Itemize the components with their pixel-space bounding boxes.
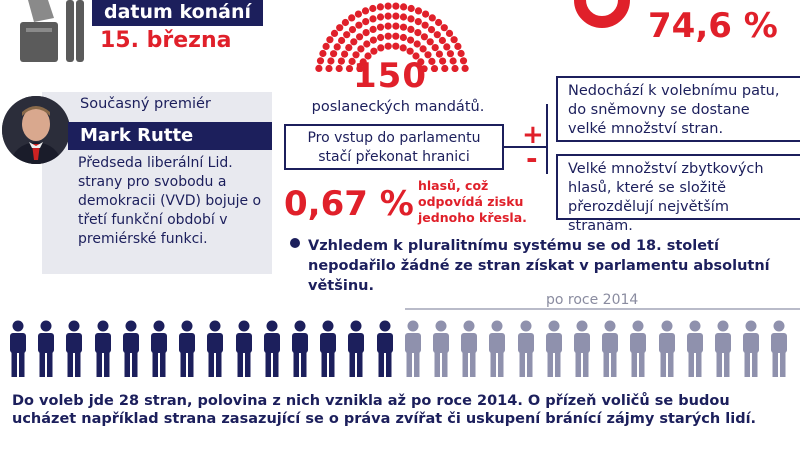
minus-sign: - (526, 142, 538, 175)
seat-dot (451, 36, 458, 43)
party-icon-after-2014 (741, 320, 761, 378)
seat-dot (323, 43, 330, 50)
party-icon-after-2014 (487, 320, 507, 378)
seat-dot (428, 26, 435, 33)
seat-dot (377, 24, 384, 31)
note-bullet (290, 238, 300, 248)
seat-dot (415, 7, 422, 14)
seat-dot (407, 26, 414, 33)
seat-dot (429, 14, 436, 21)
seat-dot (408, 5, 415, 12)
seat-dot (355, 22, 362, 29)
seat-dot (326, 36, 333, 43)
seat-dot (392, 33, 399, 40)
seat-dot (441, 24, 448, 31)
party-icon (177, 320, 197, 378)
ballot-icon (18, 0, 88, 66)
election-date-label: datum konání (92, 0, 263, 26)
seat-dot (407, 48, 414, 55)
seat-dot (342, 19, 349, 26)
seat-dot (392, 3, 399, 10)
seat-dot (356, 33, 363, 40)
seat-dot (414, 29, 421, 36)
seat-dot (319, 50, 326, 57)
party-icon-after-2014 (713, 320, 733, 378)
seat-dot (377, 13, 384, 20)
threshold-box: Pro vstup do parlamentu stačí překonat hranici (284, 124, 504, 170)
premier-name: Mark Rutte (68, 122, 272, 150)
seat-dot (414, 40, 421, 47)
seat-dot (422, 11, 429, 18)
seat-dot (355, 11, 362, 18)
seat-dot (336, 24, 343, 31)
premier-photo (2, 96, 70, 164)
turnout-donut (572, 0, 632, 30)
party-icon-after-2014 (572, 320, 592, 378)
seat-dot (377, 44, 384, 51)
party-icon-after-2014 (403, 320, 423, 378)
seat-dot (385, 3, 392, 10)
seat-dot (392, 43, 399, 50)
seat-dot (435, 19, 442, 26)
party-icon (8, 320, 28, 378)
plus-sign: + (522, 120, 544, 150)
seat-dot (446, 30, 453, 37)
seat-dot (407, 37, 414, 44)
seats-count: 150 (353, 56, 427, 96)
turnout-value: 74,6 % (648, 6, 778, 46)
premier-bio: Předseda liberální Lid. strany pro svobodu a demokracii (VVD) bojuje o třetí funkční období v premiérské funkci. (78, 155, 262, 247)
after-2014-label: po roce 2014 (540, 292, 644, 308)
threshold-value: 0,67 % (284, 184, 414, 224)
note-text: Vzhledem k pluralitnímu systému se od 18. století nepodařilo žádné ze stran získat v parlamentu absolutní většinu. (308, 238, 770, 294)
seat-dot (315, 65, 322, 72)
seat-dot (385, 23, 392, 30)
party-icon (36, 320, 56, 378)
seat-dot (363, 40, 370, 47)
seat-dot (370, 37, 377, 44)
seat-dot (458, 50, 465, 57)
party-icon (262, 320, 282, 378)
seat-dot (420, 45, 427, 52)
party-icon-after-2014 (459, 320, 479, 378)
seat-dot (369, 15, 376, 22)
party-icon (64, 320, 84, 378)
seat-dot (385, 43, 392, 50)
party-icon-after-2014 (516, 320, 536, 378)
seat-dot (369, 5, 376, 12)
seat-dot (427, 38, 434, 45)
party-icon (290, 320, 310, 378)
seat-dot (363, 29, 370, 36)
plus-box: Nedochází k volebnímu patu, do sněmovny se dostane velké množství stran. (556, 76, 800, 142)
connector-vertical (546, 104, 548, 174)
seat-dot (462, 65, 469, 72)
seat-dot (370, 48, 377, 55)
seat-dot (421, 33, 428, 40)
seat-dot (331, 30, 338, 37)
seats-label: poslaneckých mandátů. (311, 99, 485, 115)
seat-dot (432, 44, 439, 51)
seat-dot (343, 31, 350, 38)
party-icon (346, 320, 366, 378)
party-icon-after-2014 (628, 320, 648, 378)
party-icon (375, 320, 395, 378)
seat-dot (392, 13, 399, 20)
seat-dot (334, 43, 341, 50)
seat-dot (434, 31, 441, 38)
seat-dot (370, 26, 377, 33)
seat-dot (415, 18, 422, 25)
party-icon (121, 320, 141, 378)
minus-box: Velké množství zbytkových hlasů, které se složitě přerozdělují největším stranám. (556, 154, 800, 220)
after-2014-bracket (405, 308, 800, 310)
party-icon (318, 320, 338, 378)
threshold-note: hlasů, což odpovídá zisku jednoho křesla. (418, 178, 527, 225)
party-icon-after-2014 (657, 320, 677, 378)
seat-dot (443, 43, 450, 50)
seat-dot (350, 38, 357, 45)
premier-heading: Současný premiér (80, 96, 211, 112)
seat-dot (362, 7, 369, 14)
party-icon-after-2014 (685, 320, 705, 378)
seat-dot (385, 33, 392, 40)
seat-dot (377, 3, 384, 10)
party-icon-after-2014 (431, 320, 451, 378)
seat-dot (439, 37, 446, 44)
seat-dot (377, 34, 384, 41)
seat-dot (407, 15, 414, 22)
seat-dot (450, 57, 457, 64)
seat-dot (392, 23, 399, 30)
seat-dot (400, 24, 407, 31)
seat-dot (349, 26, 356, 33)
seat-dot (400, 3, 407, 10)
seat-dot (400, 44, 407, 51)
election-date: 15. března (100, 28, 232, 53)
party-icon (93, 320, 113, 378)
party-icon-after-2014 (600, 320, 620, 378)
seat-dot (385, 13, 392, 20)
party-icon-after-2014 (769, 320, 789, 378)
seat-dot (460, 57, 467, 64)
parties-caption: Do voleb jde 28 stran, polovina z nich vznikla až po roce 2014. O přízeň voličů se budou ucházet například strana zasazující se o práva zvířat či uskupení bránící zájmy starých lidí. (12, 393, 757, 427)
seat-dot (454, 43, 461, 50)
seat-dot (400, 34, 407, 41)
party-icon-after-2014 (544, 320, 564, 378)
party-icon (149, 320, 169, 378)
seat-dot (348, 14, 355, 21)
seat-dot (338, 37, 345, 44)
party-icon (234, 320, 254, 378)
seat-dot (451, 65, 458, 72)
seat-dot (357, 45, 364, 52)
seat-dot (400, 13, 407, 20)
party-icon (205, 320, 225, 378)
parties-pictogram (0, 320, 800, 382)
seat-dot (345, 44, 352, 51)
seat-dot (362, 18, 369, 25)
seat-dot (317, 57, 324, 64)
seat-dot (422, 22, 429, 29)
